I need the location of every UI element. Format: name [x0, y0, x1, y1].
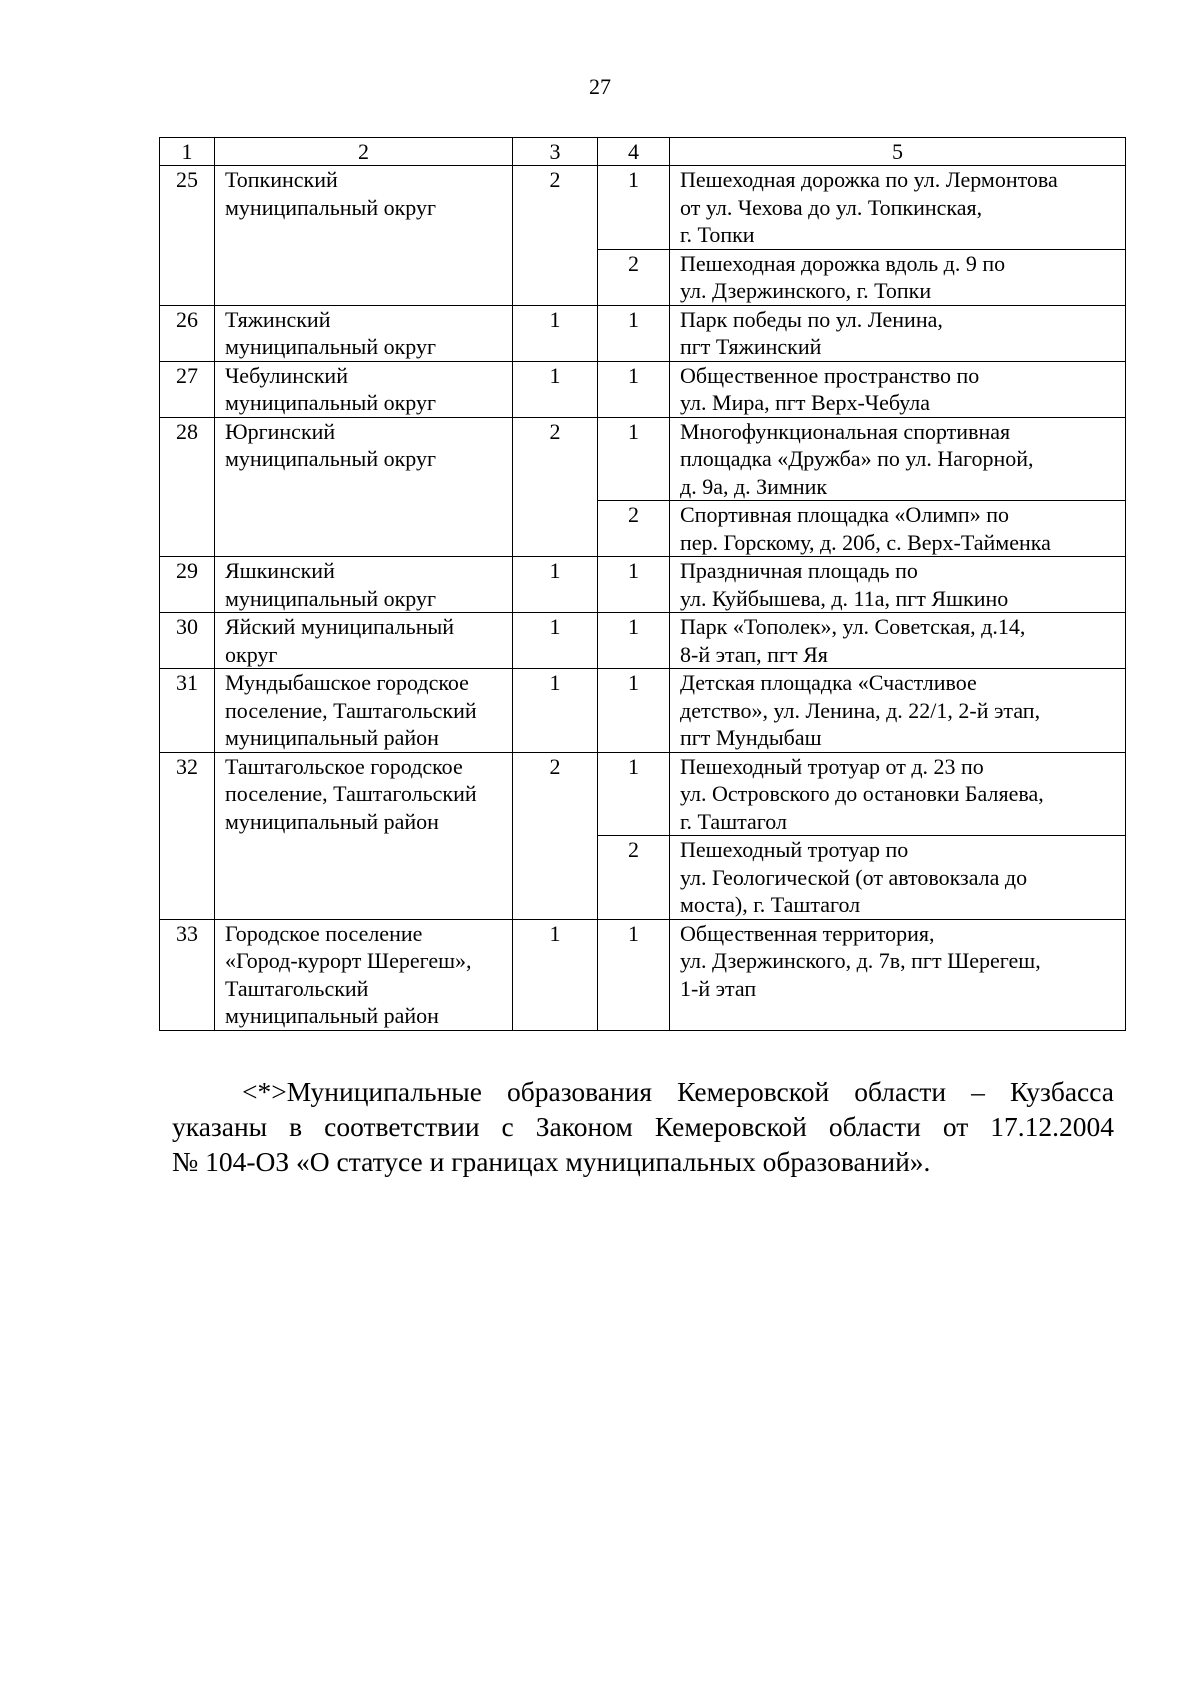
- description-line: пгт Тяжинский: [680, 334, 822, 359]
- description-line: Парк победы по ул. Ленина,: [680, 306, 943, 332]
- object-description: [670, 669, 1126, 753]
- footnote: [172, 1074, 1114, 1179]
- object-count: 2: [513, 417, 598, 557]
- object-number: 1: [598, 919, 670, 1030]
- object-description: [670, 166, 1126, 250]
- description-line: г. Топки: [680, 222, 755, 247]
- description-line: Пешеходная дорожка вдоль д. 9 по: [680, 250, 1006, 276]
- table-row: [160, 752, 1126, 836]
- table-row: [160, 557, 1126, 613]
- object-count: 1: [513, 613, 598, 669]
- municipality-name: [215, 752, 513, 919]
- municipality-name: [215, 417, 513, 557]
- object-number: 1: [598, 557, 670, 613]
- object-description: [670, 305, 1126, 361]
- object-number: 1: [598, 613, 670, 669]
- description-line: д. 9а, д. Зимник: [680, 473, 828, 499]
- object-count: 1: [513, 305, 598, 361]
- municipality-line: Юргинский: [225, 418, 336, 444]
- municipality-name: [215, 613, 513, 669]
- description-line: моста), г. Таштагол: [680, 892, 861, 917]
- municipality-line: Яшкинский: [225, 558, 335, 583]
- municipality-line: Яйский муниципальный: [225, 614, 455, 639]
- municipality-line: поселение, Таштагольский: [225, 781, 477, 806]
- description-line: ул. Островского до остановки Баляева,: [680, 781, 1044, 806]
- municipality-line: муниципальный район: [225, 1003, 439, 1028]
- row-number: 29: [160, 557, 215, 613]
- municipality-line: муниципальный округ: [225, 194, 437, 220]
- object-count: 1: [513, 919, 598, 1030]
- object-description: [670, 919, 1126, 1030]
- column-header: 2: [215, 138, 513, 166]
- description-line: Парк «Тополек», ул. Советская, д.14,: [680, 614, 1026, 639]
- column-header: 5: [670, 138, 1126, 166]
- description-line: ул. Дзержинского, г. Топки: [680, 278, 932, 303]
- description-line: 8-й этап, пгт Яя: [680, 641, 828, 667]
- row-number: 27: [160, 361, 215, 417]
- object-number: 1: [598, 361, 670, 417]
- object-count: 2: [513, 752, 598, 919]
- column-header: 3: [513, 138, 598, 166]
- municipality-line: муниципальный район: [225, 725, 439, 750]
- municipality-name: [215, 361, 513, 417]
- table-row: [160, 166, 1126, 250]
- row-number: 30: [160, 613, 215, 669]
- description-line: ул. Геологической (от автовокзала до: [680, 864, 1028, 890]
- page-number: 27: [589, 74, 611, 99]
- object-count: 1: [513, 361, 598, 417]
- description-line: ул. Мира, пгт Верх-Чебула: [680, 390, 930, 415]
- row-number: 31: [160, 669, 215, 753]
- description-line: Спортивная площадка «Олимп» по: [680, 502, 1009, 527]
- object-description: [670, 361, 1126, 417]
- table-row: [160, 417, 1126, 501]
- municipality-name: [215, 669, 513, 753]
- description-line: пер. Горскому, д. 20б, с. Верх-Тайменка: [680, 529, 1051, 555]
- object-number: 2: [598, 836, 670, 920]
- municipality-line: поселение, Таштагольский: [225, 697, 477, 723]
- row-number: 26: [160, 305, 215, 361]
- municipality-name: [215, 166, 513, 306]
- object-description: [670, 417, 1126, 501]
- municipality-line: Тяжинский: [225, 306, 331, 332]
- description-line: Праздничная площадь по: [680, 558, 918, 583]
- municipality-name: [215, 919, 513, 1030]
- municipality-line: Таштагольское городское: [225, 753, 463, 779]
- municipality-line: муниципальный округ: [225, 446, 437, 471]
- municipality-line: муниципальный округ: [225, 334, 437, 359]
- municipality-line: муниципальный округ: [225, 585, 437, 611]
- municipality-name: [215, 557, 513, 613]
- column-header: 4: [598, 138, 670, 166]
- description-line: Многофункциональная спортивная: [680, 418, 1011, 444]
- municipality-line: Городское поселение: [225, 920, 423, 946]
- description-line: Пешеходная дорожка по ул. Лермонтова: [680, 167, 1058, 192]
- object-number: 1: [598, 752, 670, 836]
- description-line: детство», ул. Ленина, д. 22/1, 2-й этап,: [680, 697, 1041, 723]
- object-count: 1: [513, 669, 598, 753]
- municipality-line: «Город-курорт Шерегеш»,: [225, 948, 472, 973]
- objects-table: [159, 137, 1126, 1031]
- object-count: 1: [513, 557, 598, 613]
- table-header-row: [160, 138, 1126, 166]
- municipality-line: муниципальный округ: [225, 390, 437, 415]
- municipality-line: Топкинский: [225, 167, 338, 192]
- object-number: 1: [598, 417, 670, 501]
- description-line: г. Таштагол: [680, 808, 787, 834]
- object-number: 2: [598, 501, 670, 557]
- object-number: 2: [598, 249, 670, 305]
- municipality-line: муниципальный район: [225, 808, 439, 834]
- description-line: Пешеходный тротуар по: [680, 837, 909, 862]
- object-description: [670, 557, 1126, 613]
- row-number: 33: [160, 919, 215, 1030]
- municipality-line: округ: [225, 641, 278, 667]
- table-row: [160, 919, 1126, 1030]
- municipality-line: Чебулинский: [225, 362, 348, 388]
- description-line: пгт Мундыбаш: [680, 725, 822, 750]
- object-description: [670, 613, 1126, 669]
- footnote-line: № 104-ОЗ «О статусе и границах муниципальных образований».: [172, 1146, 931, 1177]
- description-line: ул. Дзержинского, д. 7в, пгт Шерегеш,: [680, 948, 1041, 973]
- description-line: Общественная территория,: [680, 920, 935, 946]
- table-row: [160, 613, 1126, 669]
- municipality-name: [215, 305, 513, 361]
- description-line: Детская площадка «Счастливое: [680, 670, 977, 695]
- footnote-line: указаны в соответствии с Законом Кемеровской области от 17.12.2004: [172, 1111, 1114, 1142]
- description-line: от ул. Чехова до ул. Топкинская,: [680, 194, 983, 220]
- description-line: 1-й этап: [680, 975, 757, 1001]
- table-row: [160, 361, 1126, 417]
- description-line: Пешеходный тротуар от д. 23 по: [680, 753, 984, 779]
- object-description: [670, 501, 1126, 557]
- table-row: [160, 669, 1126, 753]
- municipality-line: Таштагольский: [225, 975, 369, 1001]
- footnote-line: <*>Муниципальные образования Кемеровской области – Кузбасса: [242, 1076, 1114, 1107]
- object-number: 1: [598, 166, 670, 250]
- object-description: [670, 752, 1126, 836]
- object-description: [670, 836, 1126, 920]
- table-row: [160, 305, 1126, 361]
- row-number: 32: [160, 752, 215, 919]
- object-description: [670, 249, 1126, 305]
- row-number: 25: [160, 166, 215, 306]
- column-header: 1: [160, 138, 215, 166]
- description-line: ул. Куйбышева, д. 11а, пгт Яшкино: [680, 585, 1009, 611]
- object-number: 1: [598, 305, 670, 361]
- municipality-line: Мундыбашское городское: [225, 670, 469, 695]
- object-count: 2: [513, 166, 598, 306]
- description-line: площадка «Дружба» по ул. Нагорной,: [680, 446, 1034, 471]
- object-number: 1: [598, 669, 670, 753]
- description-line: Общественное пространство по: [680, 362, 980, 388]
- row-number: 28: [160, 417, 215, 557]
